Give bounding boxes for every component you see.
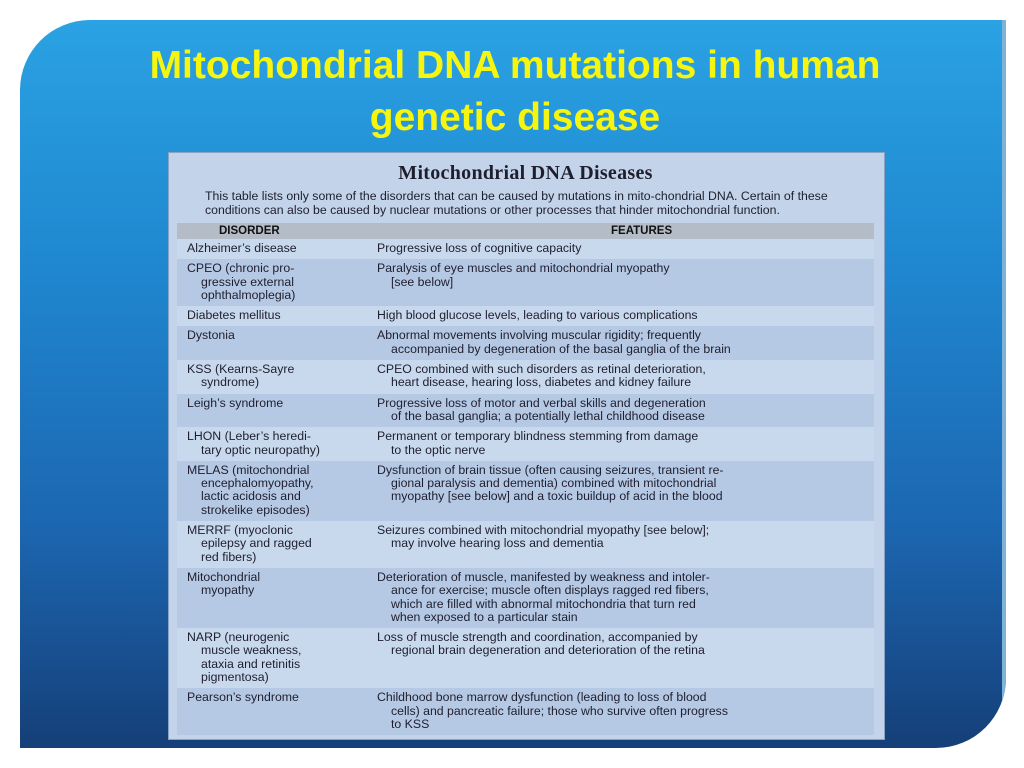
disorder-text: encephalomyopathy, [201,476,314,491]
disorder-text: tary optic neuropathy) [201,442,320,457]
features-cell [373,571,874,624]
features-cell [373,430,874,457]
disorder-cell [177,631,373,684]
table-title: Mitochondrial DNA Diseases [398,162,653,184]
disorder-text: myopathy [201,583,255,598]
disorder-text: lactic acidosis and [201,489,301,504]
features-text: Seizures combined with mitochondrial myopathy [see below]; [377,523,710,538]
disorder-text: muscle weakness, [201,643,302,658]
features-text: cells) and pancreatic failure; those who survive often progress [391,703,728,718]
table-row [177,521,874,568]
disorder-cell [177,691,373,731]
table-intro: This table lists only some of the disorders that can be caused by mutations in mito-chondrial DNA. Certain of these conditions can also be caused by nuclear mutations or other processes that hinder mitochondrial function. [205,189,828,217]
disorder-cell [177,242,373,255]
features-text: to the optic nerve [391,442,486,457]
disorder-text: ataxia and retinitis [201,656,301,671]
disorder-text: KSS (Kearns-Sayre [187,362,295,377]
table-row [177,259,874,306]
features-text: Abnormal movements involving muscular rigidity; frequently [377,328,701,343]
disorder-cell [177,262,373,302]
disorder-text: gressive external [201,274,294,289]
header-disorder: DISORDER [219,225,280,237]
features-cell [373,464,874,517]
features-cell [373,691,874,731]
features-text: which are filled with abnormal mitochondria that turn red [391,596,696,611]
header-features: FEATURES [611,225,673,237]
disorder-text: syndrome) [201,375,260,390]
features-text: may involve hearing loss and dementia [391,536,604,551]
disorder-cell [177,524,373,564]
disorder-cell [177,363,373,390]
features-text: regional brain degeneration and deterioration of the retina [391,643,705,658]
features-text: Loss of muscle strength and coordination, accompanied by [377,630,698,645]
table-row [177,461,874,521]
disorder-text: strokelike episodes) [201,502,310,517]
features-text: accompanied by degeneration of the basal ganglia of the brain [391,341,731,356]
features-text: when exposed to a particular stain [391,609,578,624]
features-text: heart disease, hearing loss, diabetes and kidney failure [391,375,692,390]
disorder-cell [177,309,373,322]
disorder-text: MERRF (myoclonic [187,523,293,538]
table-row [177,688,874,735]
table-row [177,360,874,394]
disorder-text: CPEO (chronic pro- [187,261,295,276]
disorder-text: ophthalmoplegia) [201,287,296,302]
disorder-text: MELAS (mitochondrial [187,462,310,477]
table-row [177,568,874,628]
features-cell [373,262,874,302]
disorder-cell [177,464,373,517]
features-text: Deterioration of muscle, manifested by weakness and intoler- [377,569,710,584]
features-cell [373,242,874,255]
features-text: gional paralysis and dementia) combined with mitochondrial [391,476,717,491]
features-text: of the basal ganglia; a potentially lethal childhood disease [391,408,705,423]
features-cell [373,631,874,684]
table-body [177,239,874,735]
features-text: Dysfunction of brain tissue (often causing seizures, transient re- [377,462,724,477]
disorder-text: epilepsy and ragged [201,536,312,551]
table-header [177,223,874,239]
table-row [177,306,874,326]
features-text: High blood glucose levels, leading to various complications [377,308,698,323]
disorder-cell [177,397,373,424]
disorder-text: red fibers) [201,549,257,564]
features-cell [373,309,874,322]
features-text: Permanent or temporary blindness stemming from damage [377,429,699,444]
features-text: [see below] [391,274,454,289]
disorder-text: Pearson’s syndrome [187,690,299,705]
table-row [177,394,874,428]
slide-title-line-1: Mitochondrial DNA mutations in human [149,44,881,87]
features-text: Paralysis of eye muscles and mitochondrial myopathy [377,261,670,276]
disorder-text: LHON (Leber’s heredi- [187,429,311,444]
table-image [168,152,885,740]
features-cell [373,524,874,564]
features-text: to KSS [391,716,430,731]
features-cell [373,397,874,424]
disorder-text: Diabetes mellitus [187,308,281,323]
disorder-text: Mitochondrial [187,569,261,584]
features-text: Progressive loss of motor and verbal skills and degeneration [377,395,706,410]
table-row [177,427,874,461]
features-cell [373,329,874,356]
disorder-text: NARP (neurogenic [187,630,290,645]
table-row [177,326,874,360]
features-text: ance for exercise; muscle often displays ragged red fibers, [391,583,709,598]
table-row [177,239,874,259]
features-text: myopathy [see below] and a toxic buildup of acid in the blood [391,489,723,504]
disorder-cell [177,571,373,624]
features-text: Childhood bone marrow dysfunction (leading to loss of blood [377,690,707,705]
table-row [177,628,874,688]
disorder-text: Dystonia [187,328,235,343]
features-text: CPEO combined with such disorders as retinal deterioration, [377,362,706,377]
features-text: Progressive loss of cognitive capacity [377,241,582,255]
disorder-cell [177,430,373,457]
disorder-text: Alzheimer’s disease [187,241,297,255]
slide-title [60,40,970,144]
disorder-text: pigmentosa) [201,670,269,685]
disorder-text: Leigh’s syndrome [187,395,284,410]
features-cell [373,363,874,390]
disorder-cell [177,329,373,356]
slide-title-line-2: genetic disease [369,96,661,139]
